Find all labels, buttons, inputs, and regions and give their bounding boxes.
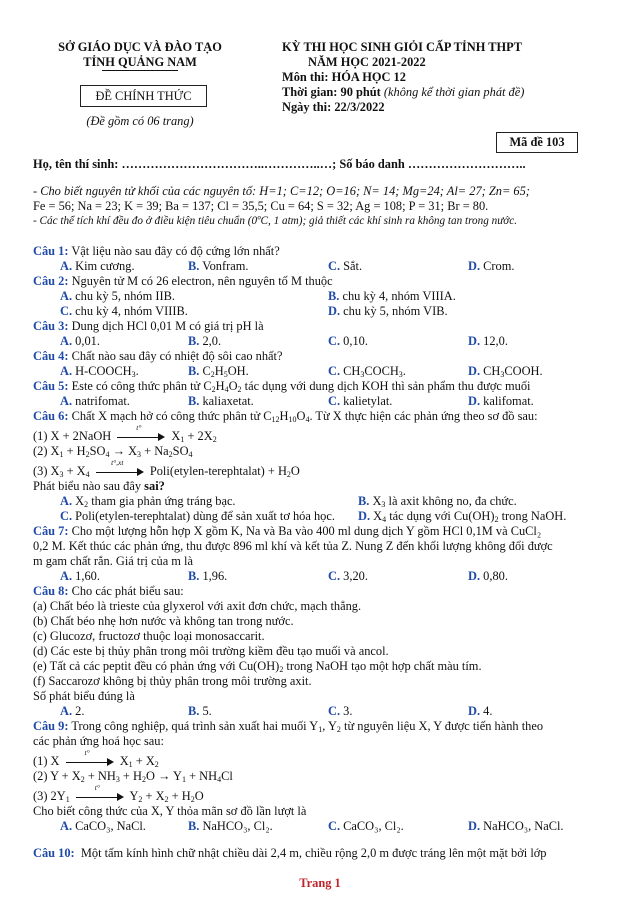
- question-3-text: Dung dịch HCl 0,01 M có giá trị pH là: [71, 319, 264, 333]
- q5-c-text: kalietylat.: [343, 394, 393, 408]
- q8-option-d[interactable]: [468, 704, 492, 719]
- q3-a-text: 0,01.: [75, 334, 100, 348]
- question-8-text: Cho các phát biểu sau:: [71, 584, 184, 598]
- q1-b-text: Vonfram.: [202, 259, 249, 273]
- q4-b-letter: B.: [188, 364, 200, 378]
- q5-option-b[interactable]: [188, 394, 254, 409]
- q6-prompt-emphasis: sai?: [144, 479, 165, 493]
- q8-statement-c: (c) Glucozơ, fructozơ thuộc loại monosaccarit.: [33, 629, 265, 643]
- q9-c-letter: C.: [328, 819, 341, 833]
- exam-date: Ngày thi: 22/3/2022: [282, 100, 385, 114]
- q7-b-letter: B.: [188, 569, 200, 583]
- q5-d-letter: D.: [468, 394, 481, 408]
- q8-b-letter: B.: [188, 704, 200, 718]
- q4-a-letter: A.: [60, 364, 73, 378]
- q3-a-letter: A.: [60, 334, 73, 348]
- candidate-line: Họ, tên thí sinh: ……………………………..…………..…; Số báo danh ………………………..: [33, 157, 526, 171]
- q3-option-a[interactable]: [60, 334, 100, 349]
- q9-b-letter: B.: [188, 819, 200, 833]
- q6-option-d[interactable]: D. $X_4$ tác dụng với $Cu(OH)_2$ trong NaOH.: [358, 509, 567, 524]
- q9-option-b[interactable]: [188, 819, 273, 834]
- atomic-mass-line-2: Fe = 56; Na = 23; K = 39; Ba = 137; Cl = 35,5; Cu = 64; S = 32; Ag = 108; P = 31; Br = 80.: [33, 199, 489, 213]
- q1-c-text: Sắt.: [343, 259, 363, 273]
- q3-option-b[interactable]: [188, 334, 221, 349]
- q7-a-text: 1,60.: [75, 569, 100, 583]
- arrow-condition: t°: [136, 423, 142, 433]
- q6-reaction-3: (3) $X_3 + X_4$ t°,xt Poli(etylen-terephtalat) + $H_2O$: [33, 458, 300, 479]
- q1-d-text: Crom.: [483, 259, 515, 273]
- question-8: [33, 584, 184, 599]
- q2-option-b[interactable]: [328, 289, 456, 304]
- q8-statement-b: (b) Chất béo nhẹ hơn nước và không tan trong nước.: [33, 614, 294, 628]
- q1-a-text: Kim cương.: [75, 259, 135, 273]
- catalyst-arrow-icon: [96, 458, 144, 477]
- q6-b-letter: B.: [358, 494, 370, 508]
- q6-c-text: Poli(etylen-terephtalat) dùng để sản xuất tơ hóa học.: [75, 509, 335, 523]
- q2-option-a[interactable]: [60, 289, 175, 304]
- question-1: [33, 244, 280, 259]
- q8-b-text: 5.: [202, 704, 212, 718]
- time-line: [282, 85, 524, 100]
- question-2: [33, 274, 333, 289]
- q2-a-text: chu kỳ 5, nhóm IIB.: [75, 289, 175, 303]
- q7-b-text: 1,96.: [202, 569, 228, 583]
- q1-d-letter: D.: [468, 259, 481, 273]
- question-6: Câu 6: Chất X mạch hở có công thức phân tử $C_{12}H_{10}O_4$. Từ X thực hiện các phản ứng theo sơ đồ sau:: [33, 409, 538, 424]
- q1-option-d[interactable]: [468, 259, 514, 274]
- q3-option-c[interactable]: [328, 334, 368, 349]
- q7-c-letter: C.: [328, 569, 341, 583]
- arrow-condition: t°,xt: [111, 458, 124, 468]
- atomic-mass-line-1: - Cho biết nguyên tử khối của các nguyên tố: H=1; C=12; O=16; N= 14; Mg=24; Al= 27; Zn= 65;: [33, 184, 530, 198]
- q6-prompt-text: Phát biểu nào sau đây: [33, 479, 142, 493]
- question-7: [33, 524, 541, 539]
- q9-c-text: CaCO₃, Cl₂.: [343, 819, 404, 833]
- q4-option-d[interactable]: D. $CH_3COOH$.: [468, 364, 543, 379]
- q9-d-text: NaHCO₃, NaCl.: [483, 819, 564, 833]
- q9-option-d[interactable]: [468, 819, 564, 834]
- q7-option-c[interactable]: [328, 569, 368, 584]
- q6-prompt: [33, 479, 165, 494]
- q8-d-letter: D.: [468, 704, 481, 718]
- q8-option-c[interactable]: [328, 704, 352, 719]
- q4-option-c[interactable]: C. $CH_3COCH_3$.: [328, 364, 406, 379]
- arrow-condition: t°: [94, 783, 100, 793]
- q8-option-a[interactable]: [60, 704, 84, 719]
- question-4-text: Chất nào sau đây có nhiệt độ sôi cao nhất?: [71, 349, 283, 363]
- q4-option-b[interactable]: B. $C_2H_5OH$.: [188, 364, 249, 379]
- q3-d-text: 12,0.: [483, 334, 508, 348]
- q2-d-text: chu kỳ 5, nhóm VIB.: [343, 304, 448, 318]
- q8-c-letter: C.: [328, 704, 341, 718]
- question-7-line-2: 0,2 M. Kết thúc các phản ứng, thu được 896 ml khí và kết tủa Z. Nung Z đến khối lượng không đổi được: [33, 539, 553, 553]
- q6-d-letter: D.: [358, 509, 371, 523]
- gas-conditions-note: - Các thể tích khí đều đo ở điều kiện tiêu chuẩn (0ºC, 1 atm); giả thiết các khí sinh ra không tan trong nước.: [33, 215, 518, 227]
- q5-b-letter: B.: [188, 394, 200, 408]
- q1-c-letter: C.: [328, 259, 341, 273]
- question-7-label: Câu 7:: [33, 524, 69, 538]
- q9-option-a[interactable]: [60, 819, 146, 834]
- question-8-label: Câu 8:: [33, 584, 69, 598]
- q3-c-text: 0,10.: [343, 334, 368, 348]
- pages-note: (Đề gồm có 06 trang): [86, 114, 194, 128]
- q3-d-letter: D.: [468, 334, 481, 348]
- q7-option-b[interactable]: [188, 569, 227, 584]
- q4-c-letter: C.: [328, 364, 341, 378]
- question-7-line-3: m gam chất rắn. Giá trị của m là: [33, 554, 193, 568]
- q1-b-letter: B.: [188, 259, 200, 273]
- heat-arrow-icon: [76, 783, 124, 802]
- question-7-line-1: Cho một lượng hỗn hợp X gồm K, Na và Ba vào 400 ml dung dịch Y gồm HCl 0,1M và CuCl₂: [71, 524, 542, 538]
- question-10: [33, 846, 547, 861]
- question-4: [33, 349, 283, 364]
- q7-a-letter: A.: [60, 569, 73, 583]
- q9-question: Cho biết công thức của X, Y thỏa mãn sơ đồ lần lượt là: [33, 804, 307, 818]
- q8-statement-d: (d) Các este bị thủy phân trong môi trường kiềm đều tạo muối và ancol.: [33, 644, 389, 658]
- q7-d-letter: D.: [468, 569, 481, 583]
- q9-b-text: NaHCO₃, Cl₂.: [202, 819, 273, 833]
- question-6-label: Câu 6:: [33, 409, 69, 423]
- q1-option-c[interactable]: [328, 259, 362, 274]
- q7-option-a[interactable]: [60, 569, 100, 584]
- q2-b-letter: B.: [328, 289, 340, 303]
- q8-statement-e: (e) Tất cả các peptit đều có phản ứng với $Cu(OH)_2$ trong NaOH tạo một hợp chất màu tím.: [33, 659, 482, 674]
- q9-a-text: CaCO₃, NaCl.: [75, 819, 146, 833]
- q8-a-letter: A.: [60, 704, 73, 718]
- q1-option-a[interactable]: [60, 259, 135, 274]
- question-4-label: Câu 4:: [33, 349, 69, 363]
- q5-option-d[interactable]: [468, 394, 534, 409]
- question-10-text: Một tấm kính hình chữ nhật chiều dài 2,4 m, chiều rộng 2,0 m được tráng lên một mặt bởi lớp: [80, 846, 547, 860]
- q5-d-text: kalifomat.: [483, 394, 534, 408]
- q7-d-text: 0,80.: [483, 569, 508, 583]
- q2-b-text: chu kỳ 4, nhóm VIIIA.: [342, 289, 456, 303]
- q8-statement-a: (a) Chất béo là trieste của glyxerol với axit đơn chức, mạch thẳng.: [33, 599, 362, 613]
- q7-option-d[interactable]: [468, 569, 508, 584]
- question-2-label: Câu 2:: [33, 274, 69, 288]
- question-2-text: Nguyên tử M có 26 electron, nên nguyên tố M thuộc: [71, 274, 333, 288]
- exam-title: KỲ THI HỌC SINH GIỎI CẤP TỈNH THPT: [282, 40, 522, 54]
- q4-option-a[interactable]: A. $H-COOCH_3$.: [60, 364, 139, 379]
- q1-a-letter: A.: [60, 259, 73, 273]
- official-exam-box: ĐỀ CHÍNH THỨC: [80, 85, 207, 107]
- q9-option-c[interactable]: [328, 819, 404, 834]
- question-5-label: Câu 5:: [33, 379, 69, 393]
- page-number: Trang 1: [299, 876, 341, 890]
- q9-d-letter: D.: [468, 819, 481, 833]
- q8-a-text: 2.: [75, 704, 85, 718]
- question-3: [33, 319, 264, 334]
- q5-c-letter: C.: [328, 394, 341, 408]
- school-year: NĂM HỌC 2021-2022: [308, 55, 426, 69]
- time-label: Thời gian: 90 phút: [282, 85, 381, 99]
- q8-c-text: 3.: [343, 704, 353, 718]
- q8-question: Số phát biểu đúng là: [33, 689, 135, 703]
- q1-option-b[interactable]: [188, 259, 248, 274]
- q6-a-letter: A.: [60, 494, 73, 508]
- question-9: Câu 9: Trong công nghiệp, quá trình sản xuất hai muối $Y_1$, $Y_2$ từ nguyên liệu X, Y được tiến hành theo: [33, 719, 544, 734]
- q3-c-letter: C.: [328, 334, 341, 348]
- q2-c-letter: C.: [60, 304, 73, 318]
- q8-statement-f: (f) Saccarozơ không bị thủy phân trong môi trường axit.: [33, 674, 312, 688]
- q9-reaction-1: (1) X t° $X_1 + X_2$: [33, 748, 159, 769]
- q6-reaction-2: (2) $X_1 + H_2SO_4 \to X_3 + Na_2SO_4$: [33, 444, 193, 459]
- q5-b-text: kaliaxetat.: [202, 394, 254, 408]
- q6-b-text: là axit không no, đa chức.: [388, 494, 517, 508]
- q3-option-d[interactable]: [468, 334, 508, 349]
- province-name: TỈNH QUẢNG NAM: [83, 55, 197, 69]
- q9-reaction-2: (2) $Y + X_2 + NH_3 + H_2O \to Y_1 + NH_4Cl$: [33, 769, 233, 784]
- subject-line: Môn thi: HÓA HỌC 12: [282, 70, 406, 84]
- heat-arrow-icon: [66, 748, 114, 767]
- q9-reaction-3: (3) $2Y_1$ t° $Y_2 + X_2 + H_2O$: [33, 783, 204, 804]
- heat-arrow-icon: [117, 423, 165, 442]
- q8-d-text: 4.: [483, 704, 493, 718]
- q9-a-letter: A.: [60, 819, 73, 833]
- q5-a-text: natrifomat.: [75, 394, 130, 408]
- time-note: (không kể thời gian phát đề): [383, 85, 525, 99]
- q8-option-b[interactable]: [188, 704, 212, 719]
- q6-option-a[interactable]: A. $X_2$ tham gia phản ứng tráng bạc.: [60, 494, 236, 509]
- department-name: SỞ GIÁO DỤC VÀ ĐÀO TẠO: [58, 40, 222, 54]
- q6-c-letter: C.: [60, 509, 73, 523]
- q2-a-letter: A.: [60, 289, 73, 303]
- q6-option-c[interactable]: [60, 509, 335, 524]
- q2-option-c[interactable]: [60, 304, 188, 319]
- q2-d-letter: D.: [328, 304, 341, 318]
- q2-c-text: chu kỳ 4, nhóm VIIIB.: [75, 304, 188, 318]
- q3-b-text: 2,0.: [202, 334, 222, 348]
- question-9-line-2: các phản ứng hoá học sau:: [33, 734, 164, 748]
- exam-code-box: Mã đề 103: [496, 132, 578, 153]
- question-1-label: Câu 1:: [33, 244, 69, 258]
- q5-a-letter: A.: [60, 394, 73, 408]
- question-9-label: Câu 9:: [33, 719, 69, 733]
- q7-c-text: 3,20.: [343, 569, 368, 583]
- q6-option-b[interactable]: B. $X_3$ là axit không no, đa chức.: [358, 494, 517, 509]
- province-underline: [102, 70, 178, 71]
- q3-b-letter: B.: [188, 334, 200, 348]
- q6-reaction-1: (1) X + 2NaOH t° $X_1 + 2X_2$: [33, 423, 217, 444]
- q4-d-letter: D.: [468, 364, 481, 378]
- question-3-label: Câu 3:: [33, 319, 69, 333]
- question-1-text: Vật liệu nào sau đây có độ cứng lớn nhất?: [71, 244, 280, 258]
- question-10-label: Câu 10:: [33, 846, 75, 860]
- question-5: Câu 5: Este có công thức phân tử $C_2H_4O_2$ tác dụng với dung dịch KOH thì sản phẩm thu được muối: [33, 379, 531, 394]
- q5-option-a[interactable]: [60, 394, 130, 409]
- q5-option-c[interactable]: [328, 394, 392, 409]
- q2-option-d[interactable]: [328, 304, 448, 319]
- arrow-condition: t°: [84, 748, 90, 758]
